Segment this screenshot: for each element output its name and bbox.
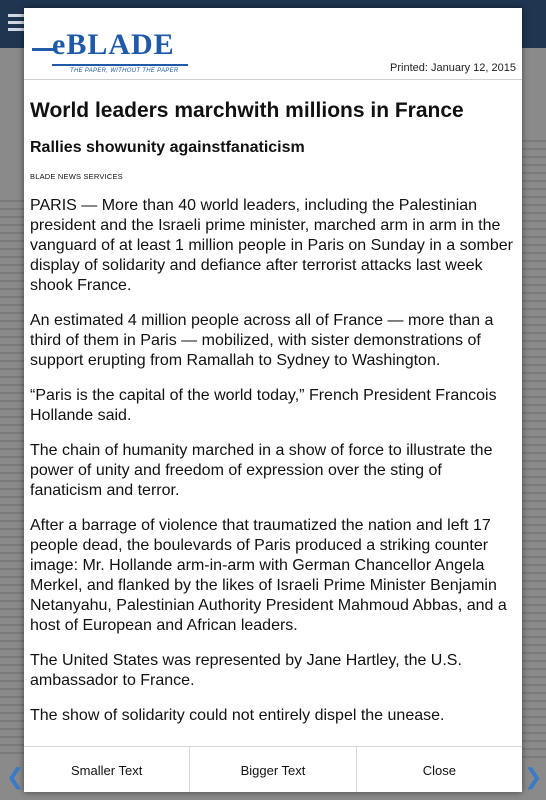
- article-body: [30, 196, 516, 726]
- next-page-arrow-icon: ❯: [524, 764, 543, 789]
- logo-rule: [52, 64, 188, 66]
- previous-page-arrow-icon: ❮: [6, 764, 25, 789]
- smaller-text-button[interactable]: Smaller Text: [24, 747, 190, 792]
- background-column-left: [0, 200, 24, 760]
- article-subhead: Rallies showunity againstfanaticism: [30, 139, 305, 156]
- logo-dash: [32, 48, 54, 51]
- dialog-footer: [24, 746, 522, 792]
- article-content[interactable]: [24, 80, 522, 748]
- eblade-logo: [30, 28, 190, 74]
- logo-text: eBLADE: [52, 28, 175, 61]
- dialog-header: [24, 8, 522, 80]
- logo-tagline: THE PAPER, WITHOUT THE PAPER: [70, 68, 179, 74]
- bigger-text-button[interactable]: Bigger Text: [190, 747, 356, 792]
- article-paragraph: The show of solidarity could not entirely dispel the unease.: [30, 707, 445, 724]
- close-button[interactable]: Close: [422, 762, 456, 778]
- article-dialog: [24, 8, 522, 792]
- article-paragraph: After a barrage of violence that traumatized the nation and left 17 people dead, the boulevards of Paris produced a striking counter image: Mr. Hollande arm-in-arm with German Chancellor Angela Merkel, and flanked by the likes of Israeli Prime Minister Benjamin Netanyahu, Palestinian Authority President Mahmoud Abbas, and a host of European and African leaders.: [30, 517, 507, 634]
- article-paragraph: “Paris is the capital of the world today,” French President Francois Hollande said.: [30, 387, 497, 424]
- article-paragraph: The chain of humanity marched in a show of force to illustrate the power of unity and freedom of expression over the sting of fanaticism and terror.: [30, 442, 493, 499]
- background-column-right: [522, 140, 546, 760]
- article-byline: BLADE NEWS SERVICES: [30, 172, 123, 181]
- article-paragraph: PARIS — More than 40 world leaders, including the Palestinian president and the Israeli prime minister, marched arm in arm in the vanguard of at least 1 million people in Paris on Sunday in a somber display of solidarity and defiance after terrorist attacks last week shook France.: [30, 197, 513, 294]
- article-paragraph: The United States was represented by Jane Hartley, the U.S. ambassador to France.: [30, 652, 462, 689]
- article-headline: World leaders marchwith millions in France: [30, 99, 464, 122]
- printed-date: Printed: January 12, 2015: [390, 62, 516, 74]
- article-paragraph: An estimated 4 million people across all of France — more than a third of them in Paris — mobilized, with sister demonstrations of support erupting from Ramallah to Sydney to Washington.: [30, 312, 494, 369]
